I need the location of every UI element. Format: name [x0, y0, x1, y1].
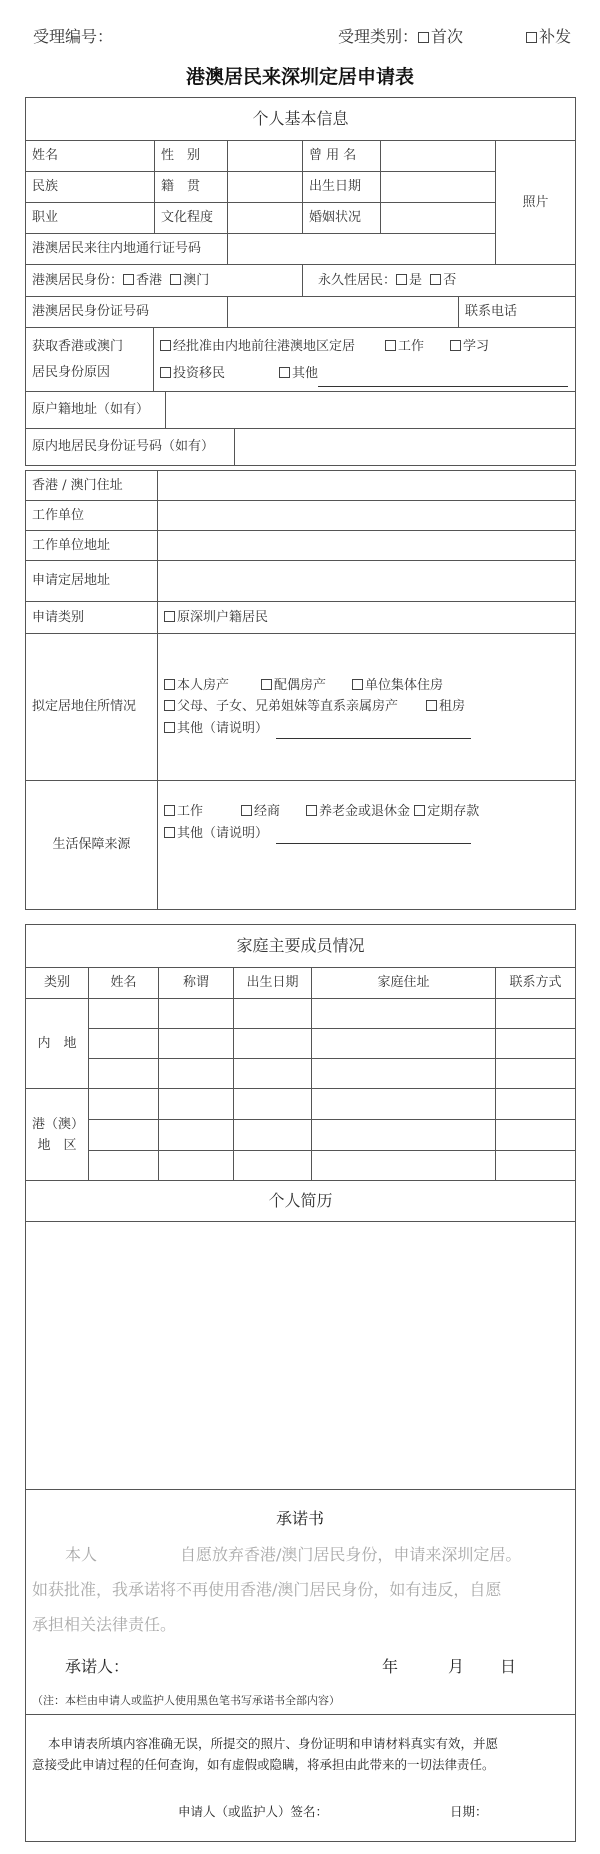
pledge-note: （注：本栏由申请人或监护人使用黑色笔书写承诺书全部内容）: [32, 1694, 340, 1707]
housing-family-option: 父母、子女、兄弟姐妹等直系亲属房产: [177, 699, 399, 714]
living-other-line[interactable]: [276, 822, 471, 844]
family-cell[interactable]: [312, 1089, 496, 1120]
reason-study-option: 学习: [463, 339, 490, 354]
residency-reason-row: [26, 328, 576, 392]
family-cell[interactable]: [234, 1029, 312, 1059]
family-cell[interactable]: [159, 1151, 234, 1181]
employer-address-label: 工作单位地址: [26, 531, 158, 561]
id-number-label: 港澳居民身份证号码: [26, 297, 228, 328]
family-cell[interactable]: [89, 1089, 159, 1120]
reason-invest-option: 投资移民: [173, 366, 226, 381]
family-header-address: 家庭住址: [312, 968, 496, 999]
pledge-section: [26, 1490, 576, 1715]
name-field[interactable]: [26, 141, 155, 172]
family-cell[interactable]: [312, 1151, 496, 1181]
reissue-checkbox[interactable]: [526, 32, 537, 43]
education-field[interactable]: [228, 203, 303, 234]
employer-address-field[interactable]: [158, 531, 576, 561]
occupation-label: 职业: [32, 210, 59, 225]
basic-info-section-title: 个人基本信息: [26, 98, 576, 141]
pledge-year-label: 年: [382, 1657, 399, 1676]
macau-checkbox[interactable]: [170, 274, 181, 285]
education-label: 文化程度: [155, 203, 228, 234]
family-cell[interactable]: [312, 999, 496, 1029]
living-business-option: 经商: [254, 804, 281, 819]
ethnicity-field[interactable]: [26, 172, 155, 203]
reason-other-checkbox[interactable]: [279, 367, 290, 378]
reason-invest-checkbox[interactable]: [160, 367, 171, 378]
gender-label: 性 别: [155, 141, 228, 172]
hk-address-field[interactable]: [158, 471, 576, 501]
employer-label: 工作单位: [26, 501, 158, 531]
family-cell[interactable]: [234, 1120, 312, 1151]
family-cell[interactable]: [496, 1089, 576, 1120]
permanent-yes-option: 是: [409, 272, 423, 288]
resume-field[interactable]: [26, 1222, 576, 1490]
photo-area[interactable]: [496, 141, 576, 265]
receipt-number-label: 受理编号：: [33, 27, 114, 46]
family-hkmo-label: 港（澳） 地 区: [26, 1089, 89, 1181]
housing-rent-checkbox[interactable]: [426, 700, 437, 711]
family-cell[interactable]: [234, 1089, 312, 1120]
original-hukou-label: 原户籍地址（如有）: [26, 392, 166, 428]
permanent-label: 永久性居民：: [318, 272, 397, 288]
occupation-field[interactable]: [26, 203, 155, 234]
hk-address-label: 香港 / 澳门住址: [26, 471, 158, 501]
family-header-contact: 联系方式: [496, 968, 576, 999]
living-business-checkbox[interactable]: [241, 805, 252, 816]
family-table: [25, 924, 576, 1842]
original-id-row: [26, 429, 576, 466]
address-table: [25, 470, 576, 910]
reason-work-option: 工作: [398, 339, 425, 354]
family-mainland-label: 内 地: [26, 999, 89, 1089]
family-cell[interactable]: [159, 1059, 234, 1089]
phone-field[interactable]: [459, 297, 576, 328]
family-header-category: 类别: [26, 968, 89, 999]
declaration-line2: 意接受此申请过程的任何查询，如有虚假或隐瞒，将承担由此带来的一切法律责任。: [32, 1757, 495, 1772]
family-header-name: 姓名: [89, 968, 159, 999]
family-cell[interactable]: [89, 1059, 159, 1089]
residency-reason-label: 获取香港或澳门 居民身份原因: [26, 328, 154, 391]
family-header-birth: 出生日期: [234, 968, 312, 999]
family-cell[interactable]: [312, 1120, 496, 1151]
original-hukou-field[interactable]: [166, 392, 575, 428]
declaration-section: [26, 1715, 576, 1842]
family-header-relation: 称谓: [159, 968, 234, 999]
apply-type-option: 原深圳户籍居民: [177, 609, 269, 625]
reason-approved-option: 经批准由内地前往港澳地区定居: [173, 339, 356, 354]
marital-status-field[interactable]: [381, 203, 496, 234]
original-id-field[interactable]: [235, 429, 575, 465]
living-source-label: 生活保障来源: [26, 781, 158, 910]
housing-other-option: 其他（请说明）: [177, 721, 269, 736]
apply-type-checkbox[interactable]: [164, 611, 175, 622]
family-cell[interactable]: [159, 999, 234, 1029]
reason-work-checkbox[interactable]: [385, 340, 396, 351]
family-cell[interactable]: [496, 1059, 576, 1089]
family-cell[interactable]: [159, 1089, 234, 1120]
resume-section-title: 个人简历: [26, 1181, 576, 1222]
identity-label: 港澳居民身份：: [32, 272, 124, 288]
housing-other-line[interactable]: [276, 717, 471, 739]
pledge-line1-a: 本人: [65, 1545, 98, 1564]
permanent-no-option: 否: [443, 272, 457, 288]
housing-rent-option: 租房: [439, 699, 466, 714]
housing-spouse-checkbox[interactable]: [261, 679, 272, 690]
living-other-checkbox[interactable]: [164, 827, 175, 838]
basic-info-table: [25, 97, 576, 466]
family-cell[interactable]: [496, 1151, 576, 1181]
living-deposit-option: 定期存款: [427, 804, 480, 819]
housing-spouse-option: 配偶房产: [274, 678, 327, 693]
pledge-month-label: 月: [448, 1657, 465, 1676]
former-name-field[interactable]: [381, 141, 496, 172]
family-cell[interactable]: [312, 1029, 496, 1059]
living-deposit-checkbox[interactable]: [414, 805, 425, 816]
settle-address-field[interactable]: [158, 561, 576, 602]
pledge-line1-b: 自愿放弃香港/澳门居民身份，申请来深圳定居。: [180, 1545, 522, 1564]
reissue-label: 补发: [539, 27, 572, 46]
marital-status-label: 婚姻状况: [303, 203, 381, 234]
declaration-date-label: 日期：: [450, 1804, 488, 1819]
hk-option: 香港: [136, 272, 163, 288]
family-cell[interactable]: [89, 1120, 159, 1151]
living-work-checkbox[interactable]: [164, 805, 175, 816]
pledge-title: 承诺书: [275, 1509, 324, 1528]
native-place-field[interactable]: [228, 172, 303, 203]
pledge-line2: 如获批准，我承诺将不再使用香港/澳门居民身份，如有违反，自愿: [32, 1580, 502, 1599]
permit-number-label: 港澳居民来往内地通行证号码: [26, 234, 228, 265]
family-cell[interactable]: [234, 999, 312, 1029]
family-cell[interactable]: [89, 1151, 159, 1181]
declaration-line1: 本申请表所填内容准确无误，所提交的照片、身份证明和申请材料真实有效，并愿: [48, 1736, 499, 1751]
family-cell[interactable]: [312, 1059, 496, 1089]
former-name-label: 曾 用 名: [303, 141, 381, 172]
hk-checkbox[interactable]: [123, 274, 134, 285]
pledge-line3: 承担相关法律责任。: [32, 1615, 177, 1634]
housing-own-checkbox[interactable]: [164, 679, 175, 690]
family-cell[interactable]: [159, 1120, 234, 1151]
reason-other-line[interactable]: [318, 360, 568, 387]
macau-option: 澳门: [183, 272, 210, 288]
family-cell[interactable]: [496, 1029, 576, 1059]
name-label: 姓名: [32, 148, 59, 163]
apply-type-label: 申请类别: [26, 602, 158, 634]
permanent-no-checkbox[interactable]: [430, 274, 441, 285]
original-id-label: 原内地居民身份证号码（如有）: [26, 429, 235, 465]
birth-date-label: 出生日期: [303, 172, 381, 203]
birth-date-field[interactable]: [381, 172, 496, 203]
family-cell[interactable]: [234, 1059, 312, 1089]
family-cell[interactable]: [496, 1120, 576, 1151]
family-cell[interactable]: [159, 1029, 234, 1059]
living-source-options: [158, 781, 576, 910]
first-time-label: 首次: [431, 27, 464, 46]
living-pension-option: 养老金或退休金: [319, 804, 411, 819]
receipt-type-field: [338, 24, 571, 47]
housing-unit-checkbox[interactable]: [352, 679, 363, 690]
permit-number-field[interactable]: [228, 234, 496, 265]
pledge-day-label: 日: [500, 1657, 517, 1676]
reason-approved-checkbox[interactable]: [160, 340, 171, 351]
housing-family-checkbox[interactable]: [164, 700, 175, 711]
permanent-yes-checkbox[interactable]: [396, 274, 407, 285]
housing-options: [158, 634, 576, 781]
family-cell[interactable]: [89, 1029, 159, 1059]
residency-reason-options: [154, 328, 568, 391]
receipt-type-label: 受理类别：: [338, 27, 419, 46]
reason-other-option: 其他: [292, 366, 319, 381]
original-hukou-row: [26, 392, 576, 429]
apply-type-options: [158, 602, 576, 634]
housing-unit-option: 单位集体住房: [365, 678, 444, 693]
photo-label: 照片: [522, 194, 549, 210]
living-pension-checkbox[interactable]: [306, 805, 317, 816]
permanent-row: [303, 265, 576, 297]
phone-label: 联系电话: [465, 304, 518, 319]
family-section-title: 家庭主要成员情况: [26, 925, 576, 968]
first-time-checkbox[interactable]: [418, 32, 429, 43]
housing-own-option: 本人房产: [177, 678, 230, 693]
housing-label: 拟定居地住所情况: [26, 634, 158, 781]
identity-row: [26, 265, 303, 297]
ethnicity-label: 民族: [32, 179, 59, 194]
pledge-signer-label: 承诺人：: [65, 1657, 130, 1676]
reason-study-checkbox[interactable]: [450, 340, 461, 351]
living-work-option: 工作: [177, 804, 204, 819]
family-cell[interactable]: [89, 999, 159, 1029]
native-place-label: 籍 贯: [155, 172, 228, 203]
form-title: 港澳居民来深圳定居申请表: [185, 66, 414, 88]
settle-address-label: 申请定居地址: [26, 561, 158, 602]
housing-other-checkbox[interactable]: [164, 722, 175, 733]
employer-field[interactable]: [158, 501, 576, 531]
family-cell[interactable]: [234, 1151, 312, 1181]
family-cell[interactable]: [496, 999, 576, 1029]
id-number-field[interactable]: [228, 297, 459, 328]
applicant-signature-label: 申请人（或监护人）签名：: [178, 1804, 329, 1819]
living-other-option: 其他（请说明）: [177, 826, 269, 841]
gender-field[interactable]: [228, 141, 303, 172]
